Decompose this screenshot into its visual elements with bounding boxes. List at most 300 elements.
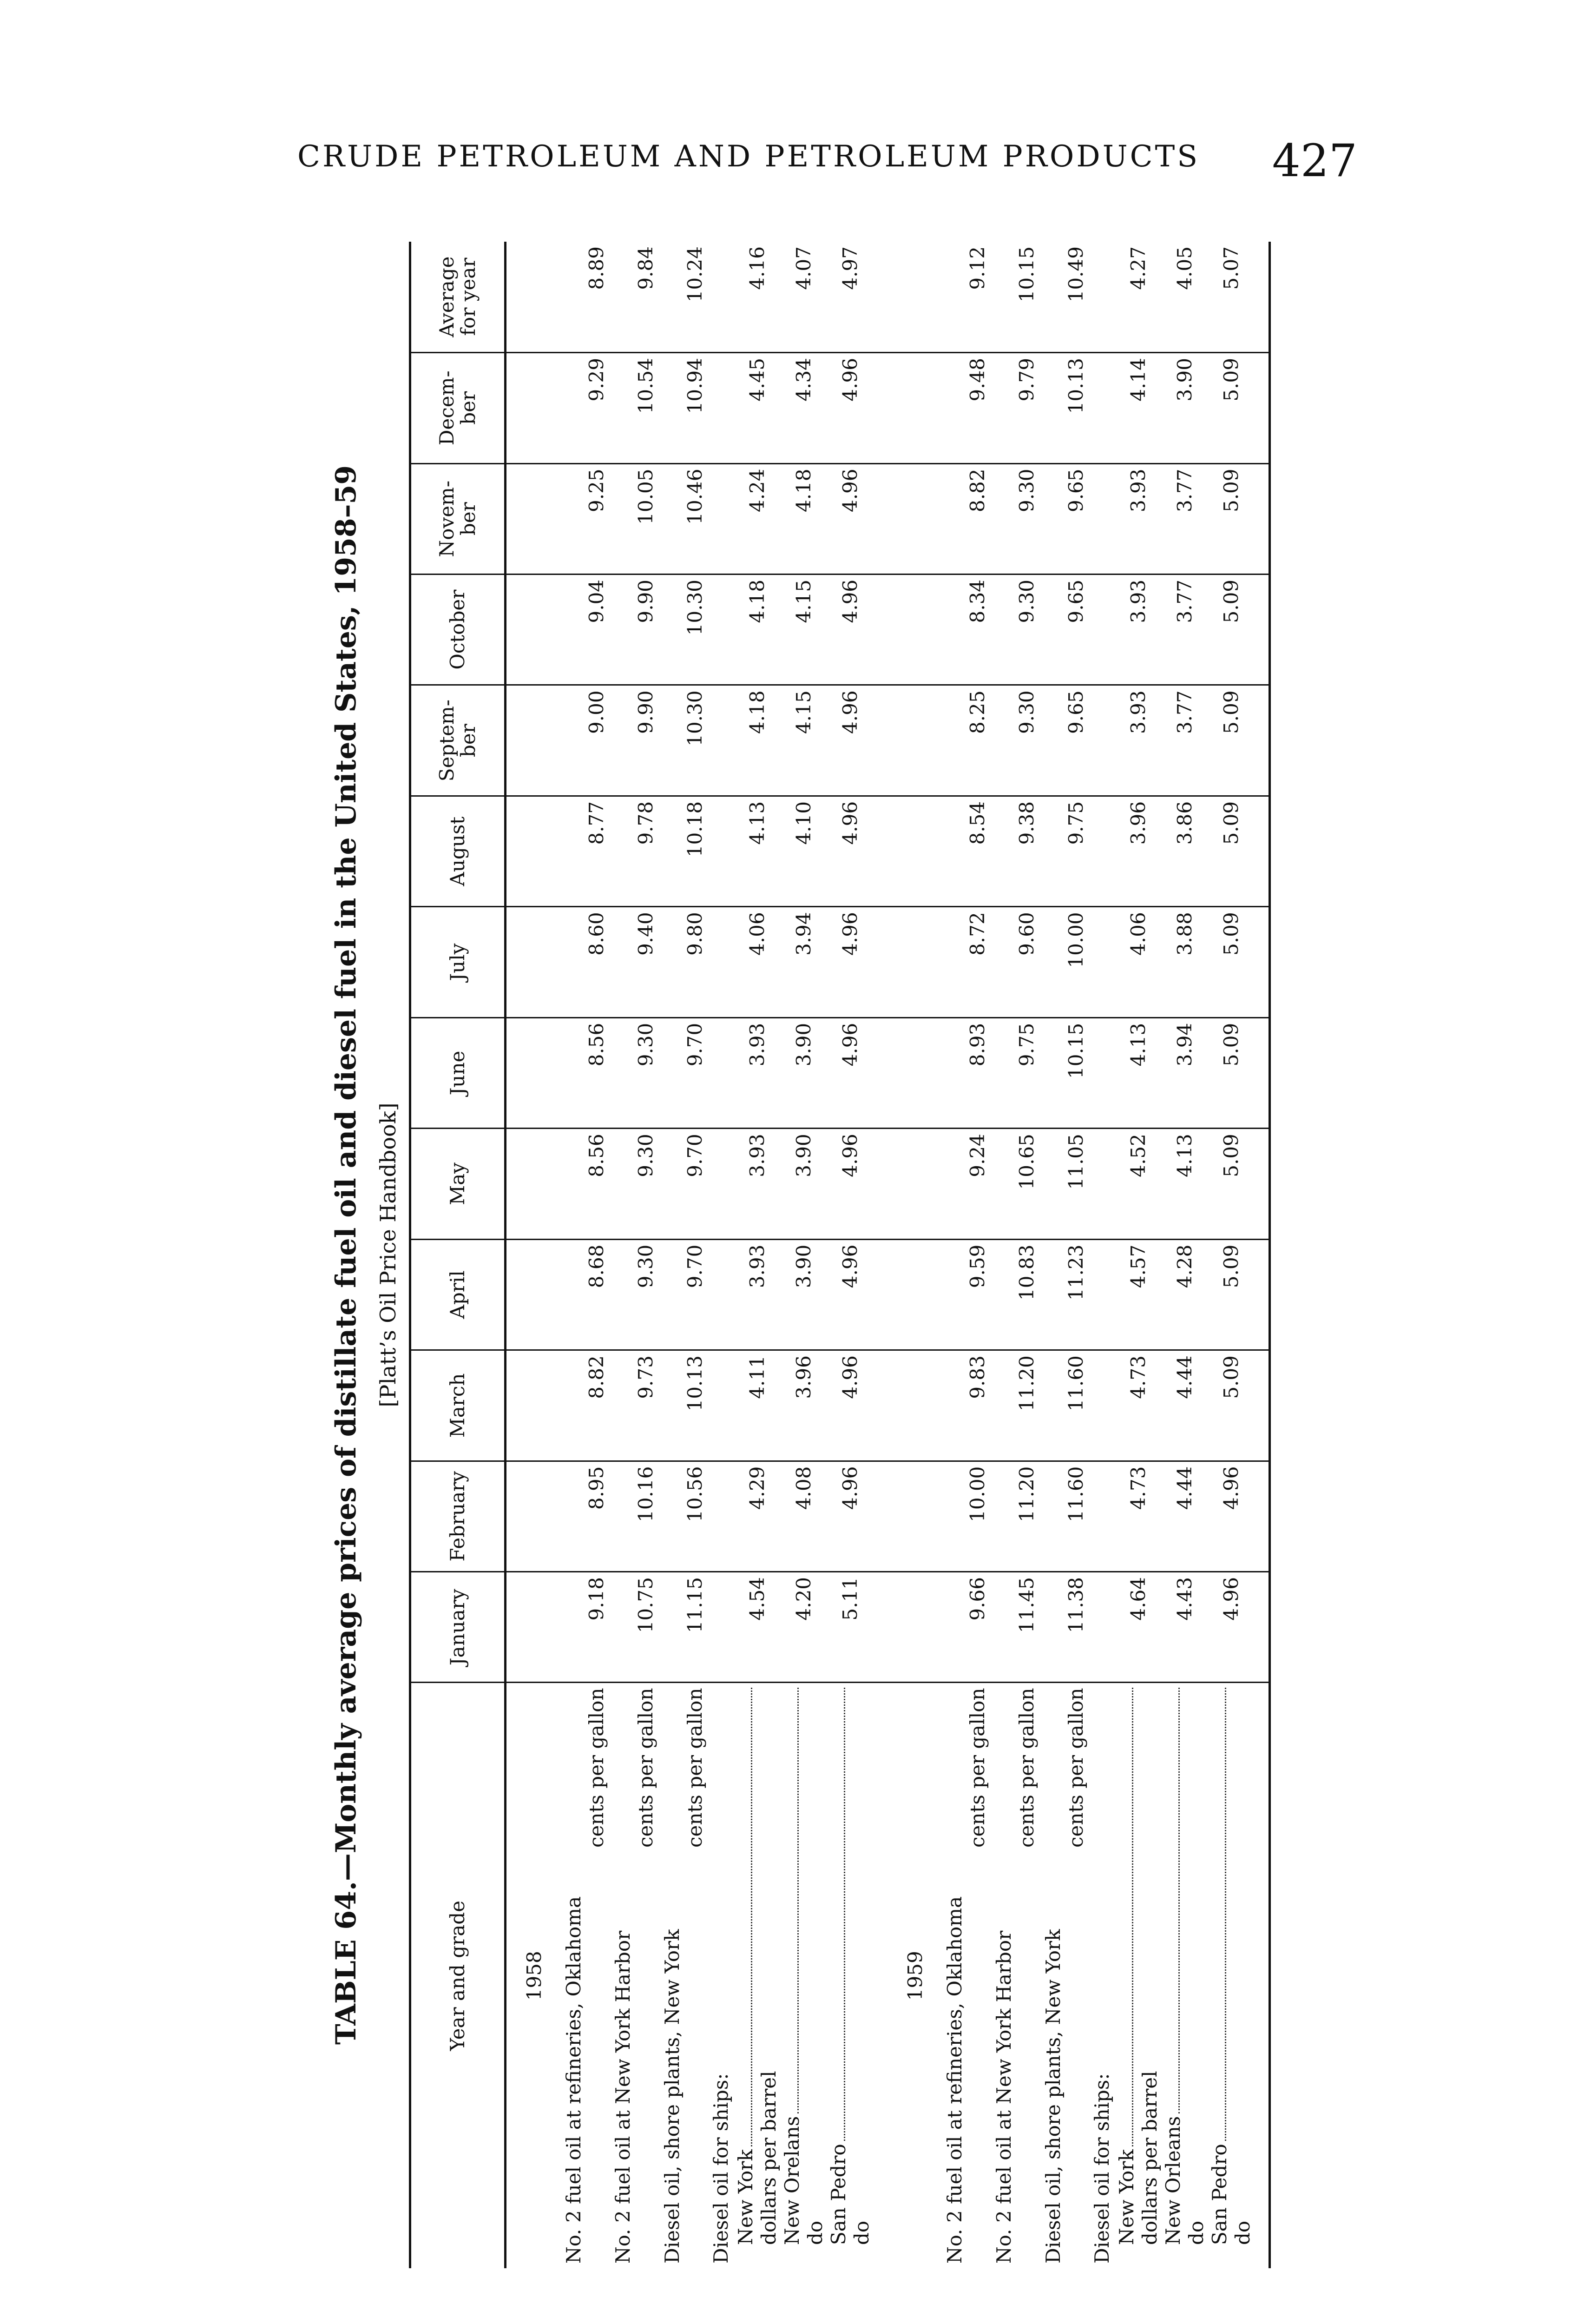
col-header: Novem-ber bbox=[410, 463, 506, 574]
empty-cell bbox=[887, 242, 943, 353]
value-cell: 4.34 bbox=[781, 353, 827, 463]
value-cell: 4.44 bbox=[1162, 1461, 1208, 1571]
value-cell: 4.43 bbox=[1162, 1572, 1208, 1683]
value-cell: 10.15 bbox=[993, 242, 1042, 353]
value-cell: 10.05 bbox=[611, 463, 661, 574]
value-cell: 4.27 bbox=[1115, 242, 1162, 353]
value-cell: 8.60 bbox=[562, 907, 611, 1017]
row-label bbox=[611, 1683, 661, 2268]
header-row bbox=[410, 242, 506, 2268]
value-cell: 9.84 bbox=[611, 242, 661, 353]
value-cell: 11.60 bbox=[1042, 1350, 1091, 1461]
value-cell: 11.23 bbox=[1042, 1239, 1091, 1350]
value-cell: 8.95 bbox=[562, 1461, 611, 1571]
value-cell: 9.30 bbox=[993, 574, 1042, 685]
empty-cell bbox=[874, 1572, 887, 1683]
value-cell: 4.10 bbox=[781, 796, 827, 906]
row-label bbox=[661, 1683, 710, 2268]
empty-cell bbox=[874, 1350, 887, 1461]
col-header: Average for year bbox=[410, 242, 506, 353]
value-cell: 8.25 bbox=[943, 685, 993, 796]
col-header: March bbox=[410, 1350, 506, 1461]
value-cell: 3.93 bbox=[734, 1017, 781, 1128]
empty-cell bbox=[710, 463, 734, 574]
value-cell: 8.82 bbox=[562, 1350, 611, 1461]
empty-cell bbox=[1255, 353, 1270, 463]
empty-cell bbox=[506, 1572, 563, 1683]
grade-label: No. 2 fuel oil at refineries, Oklahoma bbox=[943, 1896, 966, 2264]
port-label: New York bbox=[1115, 2149, 1138, 2245]
value-cell: 8.56 bbox=[562, 1017, 611, 1128]
empty-cell bbox=[1255, 1572, 1270, 1683]
value-cell: 3.86 bbox=[1162, 796, 1208, 906]
empty-cell bbox=[1091, 353, 1115, 463]
value-cell: 8.68 bbox=[562, 1239, 611, 1350]
col-header: Septem-ber bbox=[410, 685, 506, 796]
empty-cell bbox=[506, 1239, 563, 1350]
ships-heading: Diesel oil for ships: bbox=[710, 2073, 732, 2264]
col-header: October bbox=[410, 574, 506, 685]
value-cell: 4.45 bbox=[734, 353, 781, 463]
empty-cell bbox=[874, 574, 887, 685]
table-row bbox=[611, 242, 661, 2268]
value-cell: 4.96 bbox=[827, 907, 874, 1017]
value-cell: 4.06 bbox=[734, 907, 781, 1017]
row-label bbox=[943, 1683, 993, 2268]
grade-label: No. 2 fuel oil at New York Harbor bbox=[993, 1930, 1016, 2264]
value-cell: 3.94 bbox=[1162, 1017, 1208, 1128]
value-cell: 9.75 bbox=[993, 1017, 1042, 1128]
port-label-line bbox=[827, 1688, 850, 2245]
empty-cell bbox=[506, 1350, 563, 1461]
year-row bbox=[887, 242, 943, 2268]
empty-cell bbox=[506, 574, 563, 685]
value-cell: 9.70 bbox=[661, 1129, 710, 1239]
empty-cell bbox=[874, 907, 887, 1017]
value-cell: 4.13 bbox=[734, 796, 781, 906]
col-header: Decem-ber bbox=[410, 353, 506, 463]
grade-label: No. 2 fuel oil at refineries, Oklahoma bbox=[562, 1896, 585, 2264]
value-cell: 9.59 bbox=[943, 1239, 993, 1350]
col-header: Year and grade bbox=[410, 1683, 506, 2268]
value-cell: 4.73 bbox=[1115, 1350, 1162, 1461]
value-cell: 3.90 bbox=[781, 1129, 827, 1239]
value-cell: 4.29 bbox=[734, 1461, 781, 1571]
value-cell: 10.13 bbox=[661, 1350, 710, 1461]
value-cell: 9.30 bbox=[993, 685, 1042, 796]
value-cell: 3.93 bbox=[1115, 463, 1162, 574]
value-cell: 9.90 bbox=[611, 574, 661, 685]
empty-cell bbox=[1091, 1350, 1115, 1461]
port-label-line bbox=[781, 1688, 804, 2245]
grade-label: Diesel oil, shore plants, New York bbox=[1042, 1929, 1065, 2264]
port-label-line bbox=[734, 1688, 757, 2245]
value-cell: 10.00 bbox=[1042, 907, 1091, 1017]
empty-cell bbox=[1255, 1129, 1270, 1239]
value-cell: 10.24 bbox=[661, 242, 710, 353]
value-cell: 4.14 bbox=[1115, 353, 1162, 463]
empty-cell bbox=[1255, 685, 1270, 796]
value-cell: 10.00 bbox=[943, 1461, 993, 1571]
value-cell: 9.79 bbox=[993, 353, 1042, 463]
empty-cell bbox=[506, 463, 563, 574]
ships-heading-row bbox=[1091, 242, 1115, 2268]
value-cell: 10.83 bbox=[993, 1239, 1042, 1350]
value-cell: 10.46 bbox=[661, 463, 710, 574]
value-cell: 9.65 bbox=[1042, 685, 1091, 796]
port-label: New Orelans bbox=[781, 2116, 803, 2245]
table-row bbox=[1115, 242, 1162, 2268]
year-row bbox=[506, 242, 563, 2268]
table-title: TABLE 64.—Monthly average prices of distillate fuel oil and diesel fuel in the United States, 1958–59 bbox=[330, 465, 362, 2045]
port-label: New Orleans bbox=[1162, 2116, 1184, 2245]
ships-heading-row bbox=[710, 242, 734, 2268]
table-row bbox=[562, 242, 611, 2268]
empty-cell bbox=[1091, 463, 1115, 574]
port-label-line bbox=[1115, 1688, 1138, 2245]
value-cell: 4.16 bbox=[734, 242, 781, 353]
value-cell: 4.96 bbox=[827, 685, 874, 796]
ships-heading: Diesel oil for ships: bbox=[1091, 2073, 1113, 2264]
table-row bbox=[827, 242, 874, 2268]
value-cell: 8.54 bbox=[943, 796, 993, 906]
value-cell: 5.09 bbox=[1208, 1017, 1255, 1128]
value-cell: 9.73 bbox=[611, 1350, 661, 1461]
unit-label: do bbox=[850, 2220, 873, 2245]
empty-cell bbox=[1091, 1461, 1115, 1571]
spacer-row bbox=[1255, 242, 1270, 2268]
col-header: January bbox=[410, 1572, 506, 1683]
value-cell: 4.96 bbox=[1208, 1572, 1255, 1683]
empty-cell bbox=[887, 796, 943, 906]
unit-label: cents per gallon bbox=[1015, 1688, 1038, 1848]
value-cell: 3.93 bbox=[1115, 685, 1162, 796]
value-cell: 9.00 bbox=[562, 685, 611, 796]
value-cell: 9.04 bbox=[562, 574, 611, 685]
value-cell: 9.29 bbox=[562, 353, 611, 463]
empty-cell bbox=[1091, 574, 1115, 685]
value-cell: 9.90 bbox=[611, 685, 661, 796]
value-cell: 4.24 bbox=[734, 463, 781, 574]
empty-cell bbox=[874, 1461, 887, 1571]
value-cell: 4.96 bbox=[827, 1350, 874, 1461]
value-cell: 9.18 bbox=[562, 1572, 611, 1683]
port-label-line bbox=[1208, 1688, 1231, 2245]
empty-cell bbox=[1255, 796, 1270, 906]
empty-cell bbox=[1255, 1683, 1270, 2268]
value-cell: 8.77 bbox=[562, 796, 611, 906]
value-cell: 8.89 bbox=[562, 242, 611, 353]
value-cell: 4.18 bbox=[781, 463, 827, 574]
unit-label: cents per gallon bbox=[966, 1688, 989, 1848]
value-cell: 9.65 bbox=[1042, 574, 1091, 685]
value-cell: 5.09 bbox=[1208, 463, 1255, 574]
value-cell: 10.56 bbox=[661, 1461, 710, 1571]
value-cell: 9.30 bbox=[993, 463, 1042, 574]
value-cell: 3.94 bbox=[781, 907, 827, 1017]
table-row bbox=[1162, 242, 1208, 2268]
row-label bbox=[993, 1683, 1042, 2268]
value-cell: 3.77 bbox=[1162, 574, 1208, 685]
empty-cell bbox=[710, 1239, 734, 1350]
value-cell: 4.73 bbox=[1115, 1461, 1162, 1571]
empty-cell bbox=[874, 242, 887, 353]
value-cell: 10.30 bbox=[661, 574, 710, 685]
value-cell: 10.94 bbox=[661, 353, 710, 463]
port-label: San Pedro bbox=[1208, 2144, 1231, 2245]
value-cell: 5.09 bbox=[1208, 353, 1255, 463]
table-row bbox=[1042, 242, 1091, 2268]
value-cell: 9.65 bbox=[1042, 463, 1091, 574]
port-label: San Pedro bbox=[827, 2144, 850, 2245]
empty-cell bbox=[1255, 1017, 1270, 1128]
unit-label: cents per gallon bbox=[585, 1688, 608, 1848]
empty-cell bbox=[874, 685, 887, 796]
value-cell: 4.11 bbox=[734, 1350, 781, 1461]
value-cell: 9.70 bbox=[661, 1017, 710, 1128]
empty-cell bbox=[710, 242, 734, 353]
empty-cell bbox=[887, 574, 943, 685]
empty-cell bbox=[887, 463, 943, 574]
empty-cell bbox=[887, 1461, 943, 1571]
empty-cell bbox=[710, 1350, 734, 1461]
value-cell: 4.96 bbox=[827, 1239, 874, 1350]
value-cell: 9.24 bbox=[943, 1129, 993, 1239]
empty-cell bbox=[887, 685, 943, 796]
empty-cell bbox=[887, 1350, 943, 1461]
value-cell: 4.15 bbox=[781, 685, 827, 796]
empty-cell bbox=[874, 1129, 887, 1239]
value-cell: 9.80 bbox=[661, 907, 710, 1017]
empty-cell bbox=[506, 1017, 563, 1128]
value-cell: 8.82 bbox=[943, 463, 993, 574]
empty-cell bbox=[506, 353, 563, 463]
empty-cell bbox=[506, 242, 563, 353]
value-cell: 11.45 bbox=[993, 1572, 1042, 1683]
empty-cell bbox=[1091, 907, 1115, 1017]
unit-label: do bbox=[804, 2220, 827, 2245]
value-cell: 3.90 bbox=[781, 1239, 827, 1350]
value-cell: 4.28 bbox=[1162, 1239, 1208, 1350]
value-cell: 5.09 bbox=[1208, 907, 1255, 1017]
value-cell: 11.20 bbox=[993, 1350, 1042, 1461]
grade-label: No. 2 fuel oil at New York Harbor bbox=[611, 1930, 635, 2264]
value-cell: 4.07 bbox=[781, 242, 827, 353]
value-cell: 3.90 bbox=[781, 1017, 827, 1128]
value-cell: 8.93 bbox=[943, 1017, 993, 1128]
spacer-row bbox=[874, 242, 887, 2268]
table-row bbox=[781, 242, 827, 2268]
value-cell: 10.16 bbox=[611, 1461, 661, 1571]
value-cell: 5.09 bbox=[1208, 1239, 1255, 1350]
value-cell: 4.96 bbox=[827, 574, 874, 685]
empty-cell bbox=[1255, 1350, 1270, 1461]
value-cell: 11.38 bbox=[1042, 1572, 1091, 1683]
value-cell: 4.13 bbox=[1162, 1129, 1208, 1239]
empty-cell bbox=[710, 1017, 734, 1128]
value-cell: 11.15 bbox=[661, 1572, 710, 1683]
empty-cell bbox=[506, 796, 563, 906]
unit-label: do bbox=[1231, 2220, 1254, 2245]
value-cell: 9.30 bbox=[611, 1129, 661, 1239]
value-cell: 4.97 bbox=[827, 242, 874, 353]
empty-cell bbox=[874, 796, 887, 906]
table-row bbox=[734, 242, 781, 2268]
empty-cell bbox=[1255, 574, 1270, 685]
empty-cell bbox=[710, 574, 734, 685]
rotated-table-block bbox=[325, 242, 1254, 2268]
year-label: 1958 bbox=[523, 1951, 546, 2001]
empty-cell bbox=[506, 907, 563, 1017]
empty-cell bbox=[887, 1017, 943, 1128]
value-cell: 9.40 bbox=[611, 907, 661, 1017]
value-cell: 11.05 bbox=[1042, 1129, 1091, 1239]
table-row bbox=[1208, 242, 1255, 2268]
value-cell: 8.56 bbox=[562, 1129, 611, 1239]
value-cell: 10.13 bbox=[1042, 353, 1091, 463]
value-cell: 9.78 bbox=[611, 796, 661, 906]
value-cell: 5.09 bbox=[1208, 1129, 1255, 1239]
value-cell: 4.15 bbox=[781, 574, 827, 685]
value-cell: 4.96 bbox=[827, 353, 874, 463]
value-cell: 3.88 bbox=[1162, 907, 1208, 1017]
row-label bbox=[734, 1683, 781, 2268]
value-cell: 4.18 bbox=[734, 574, 781, 685]
empty-cell bbox=[710, 796, 734, 906]
unit-label: do bbox=[1185, 2220, 1208, 2245]
year-label: 1959 bbox=[904, 1951, 927, 2001]
empty-cell bbox=[1091, 685, 1115, 796]
empty-cell bbox=[1255, 463, 1270, 574]
value-cell: 3.77 bbox=[1162, 463, 1208, 574]
empty-cell bbox=[887, 353, 943, 463]
value-cell: 10.18 bbox=[661, 796, 710, 906]
col-header: May bbox=[410, 1129, 506, 1239]
value-cell: 9.75 bbox=[1042, 796, 1091, 906]
empty-cell bbox=[710, 1129, 734, 1239]
value-cell: 4.13 bbox=[1115, 1017, 1162, 1128]
empty-cell bbox=[506, 685, 563, 796]
price-table bbox=[409, 242, 1271, 2268]
value-cell: 4.08 bbox=[781, 1461, 827, 1571]
value-cell: 3.96 bbox=[781, 1350, 827, 1461]
value-cell: 4.96 bbox=[1208, 1461, 1255, 1571]
value-cell: 4.64 bbox=[1115, 1572, 1162, 1683]
empty-cell bbox=[710, 907, 734, 1017]
value-cell: 9.70 bbox=[661, 1239, 710, 1350]
value-cell: 4.96 bbox=[827, 463, 874, 574]
row-label bbox=[1042, 1683, 1091, 2268]
value-cell: 10.49 bbox=[1042, 242, 1091, 353]
value-cell: 3.93 bbox=[734, 1239, 781, 1350]
unit-label: dollars per barrel bbox=[757, 2071, 780, 2245]
grade-label: Diesel oil, shore plants, New York bbox=[661, 1929, 684, 2264]
value-cell: 4.57 bbox=[1115, 1239, 1162, 1350]
value-cell: 8.34 bbox=[943, 574, 993, 685]
empty-cell bbox=[1091, 242, 1115, 353]
empty-cell bbox=[874, 1239, 887, 1350]
empty-cell bbox=[1255, 1461, 1270, 1571]
running-head: CRUDE PETROLEUM AND PETROLEUM PRODUCTS bbox=[297, 139, 1200, 174]
value-cell: 9.30 bbox=[611, 1017, 661, 1128]
empty-cell bbox=[887, 907, 943, 1017]
unit-label: cents per gallon bbox=[1064, 1688, 1087, 1848]
value-cell: 9.60 bbox=[993, 907, 1042, 1017]
unit-label: cents per gallon bbox=[634, 1688, 657, 1848]
value-cell: 10.65 bbox=[993, 1129, 1042, 1239]
value-cell: 8.72 bbox=[943, 907, 993, 1017]
value-cell: 3.77 bbox=[1162, 685, 1208, 796]
value-cell: 5.07 bbox=[1208, 242, 1255, 353]
value-cell: 9.83 bbox=[943, 1350, 993, 1461]
table-row bbox=[661, 242, 710, 2268]
value-cell: 10.54 bbox=[611, 353, 661, 463]
value-cell: 3.90 bbox=[1162, 353, 1208, 463]
value-cell: 9.30 bbox=[611, 1239, 661, 1350]
empty-cell bbox=[887, 1572, 943, 1683]
empty-cell bbox=[1091, 796, 1115, 906]
unit-label: cents per gallon bbox=[683, 1688, 706, 1848]
table-body bbox=[506, 242, 1270, 2268]
col-header: July bbox=[410, 907, 506, 1017]
value-cell: 11.60 bbox=[1042, 1461, 1091, 1571]
value-cell: 5.11 bbox=[827, 1572, 874, 1683]
empty-cell bbox=[710, 1461, 734, 1571]
port-label-line bbox=[1162, 1688, 1185, 2245]
value-cell: 9.12 bbox=[943, 242, 993, 353]
port-label: New York bbox=[734, 2149, 757, 2245]
empty-cell bbox=[1091, 1017, 1115, 1128]
value-cell: 5.09 bbox=[1208, 574, 1255, 685]
empty-cell bbox=[1255, 1239, 1270, 1350]
empty-cell bbox=[1091, 1129, 1115, 1239]
value-cell: 4.54 bbox=[734, 1572, 781, 1683]
value-cell: 4.44 bbox=[1162, 1350, 1208, 1461]
empty-cell bbox=[1091, 1239, 1115, 1350]
value-cell: 3.93 bbox=[1115, 574, 1162, 685]
unit-label: dollars per barrel bbox=[1138, 2071, 1161, 2245]
empty-cell bbox=[887, 1129, 943, 1239]
row-label bbox=[1162, 1683, 1208, 2268]
empty-cell bbox=[874, 353, 887, 463]
value-cell: 10.15 bbox=[1042, 1017, 1091, 1128]
empty-cell bbox=[1091, 1572, 1115, 1683]
col-header: June bbox=[410, 1017, 506, 1128]
col-header: February bbox=[410, 1461, 506, 1571]
empty-cell bbox=[710, 1572, 734, 1683]
value-cell: 4.96 bbox=[827, 1461, 874, 1571]
empty-cell bbox=[1255, 907, 1270, 1017]
col-header: April bbox=[410, 1239, 506, 1350]
value-cell: 4.96 bbox=[827, 1017, 874, 1128]
empty-cell bbox=[874, 1017, 887, 1128]
value-cell: 4.05 bbox=[1162, 242, 1208, 353]
value-cell: 5.09 bbox=[1208, 1350, 1255, 1461]
table-source: [Platt’s Oil Price Handbook] bbox=[375, 1103, 401, 1407]
value-cell: 5.09 bbox=[1208, 796, 1255, 906]
value-cell: 9.48 bbox=[943, 353, 993, 463]
row-label bbox=[1208, 1683, 1255, 2268]
page-number: 427 bbox=[1272, 135, 1357, 187]
empty-cell bbox=[710, 353, 734, 463]
value-cell: 5.09 bbox=[1208, 685, 1255, 796]
col-header: August bbox=[410, 796, 506, 906]
row-label bbox=[1115, 1683, 1162, 2268]
row-label bbox=[562, 1683, 611, 2268]
row-label bbox=[827, 1683, 874, 2268]
value-cell: 10.75 bbox=[611, 1572, 661, 1683]
value-cell: 3.96 bbox=[1115, 796, 1162, 906]
